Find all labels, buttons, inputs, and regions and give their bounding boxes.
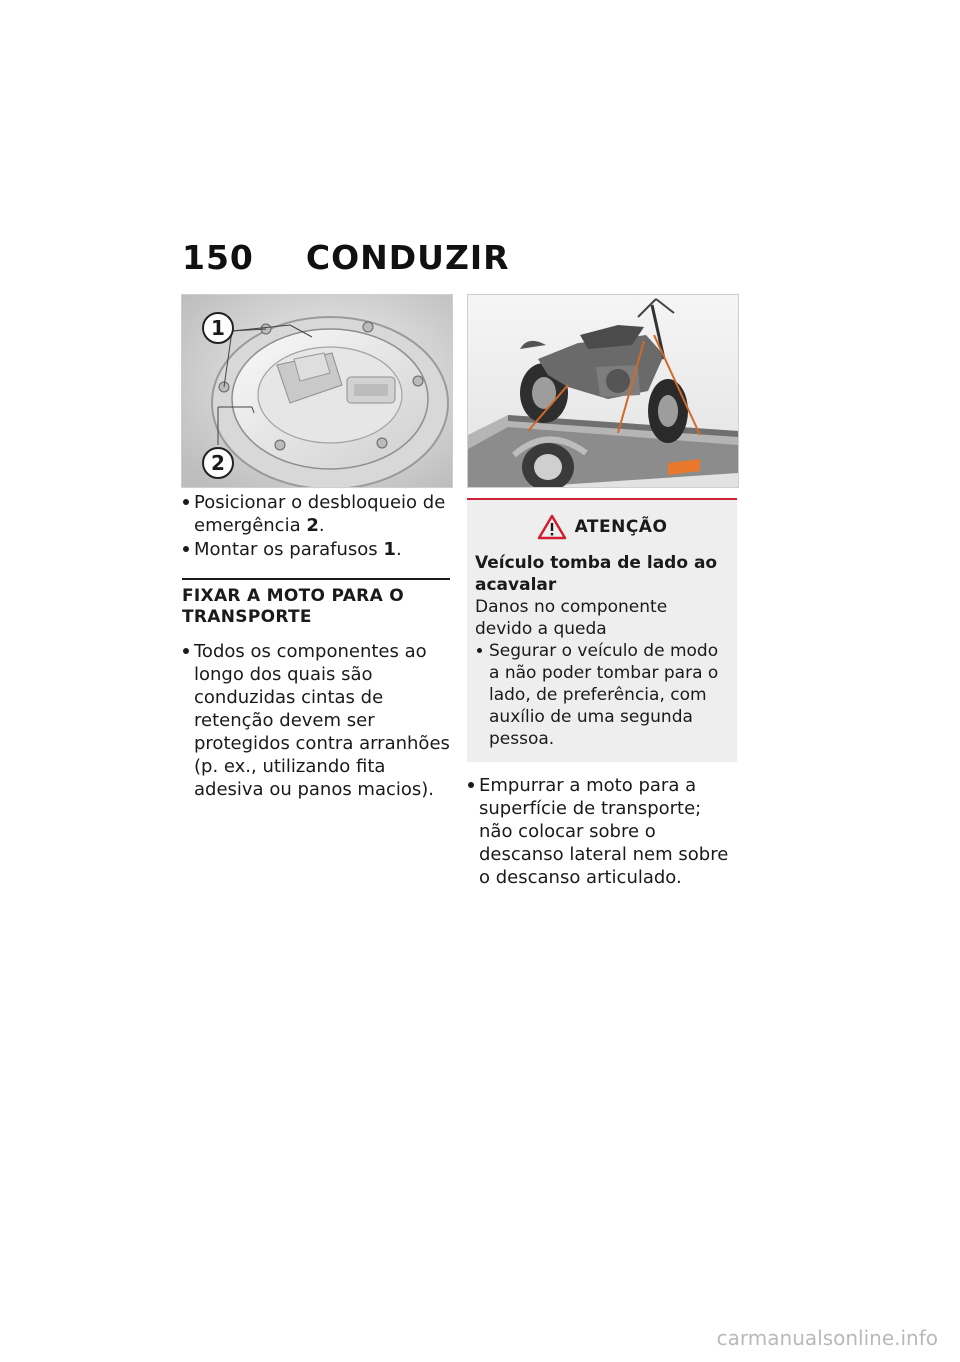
- list-item: Empurrar a moto para a superfície de transporte; não colocar sobre o descanso lateral nem sobre o descanso articulado.: [467, 774, 737, 889]
- fuel-cap-steps-list: [182, 491, 450, 561]
- page-number: 150: [182, 238, 254, 277]
- transport-steps-list-2: [467, 774, 737, 889]
- warning-label: ATENÇÃO: [574, 516, 668, 537]
- warning-box: [467, 498, 737, 762]
- warning-triangle-icon: [537, 514, 567, 540]
- page-header: [182, 238, 510, 277]
- callout-2-label: 2: [211, 451, 225, 475]
- chapter-title: CONDUZIR: [305, 238, 510, 277]
- list-item: Todos os componentes ao longo dos quais são conduzidas cintas de retenção devem ser protegidos contra arranhões (p. ex., utilizando fita adesiva ou panos macios).: [182, 640, 450, 801]
- warning-description: Danos no componente devido a queda: [475, 597, 668, 639]
- right-column: [467, 498, 737, 890]
- motorcycle-on-trailer-figure: [467, 294, 739, 488]
- callout-1-label: 1: [211, 316, 225, 340]
- transport-steps-list: [182, 640, 450, 801]
- list-item: Segurar o veículo de modo a não poder tombar para o lado, de preferência, com auxílio de uma segunda pessoa.: [475, 640, 729, 750]
- list-item: Montar os parafusos 1.: [182, 538, 450, 561]
- warning-subtitle: Veículo tomba de lado ao acavalar: [475, 553, 718, 595]
- left-column: [182, 491, 450, 802]
- watermark: carmanualsonline.info: [716, 1326, 938, 1350]
- fuel-cap-figure: [181, 294, 453, 488]
- section-title: FIXAR A MOTO PARA O TRANSPORTE: [182, 578, 450, 628]
- warning-list: [475, 640, 729, 750]
- warning-header: [475, 514, 729, 540]
- motorcycle-trailer-illustration: [468, 295, 738, 487]
- list-item: Posicionar o desbloqueio de emergência 2.: [182, 491, 450, 537]
